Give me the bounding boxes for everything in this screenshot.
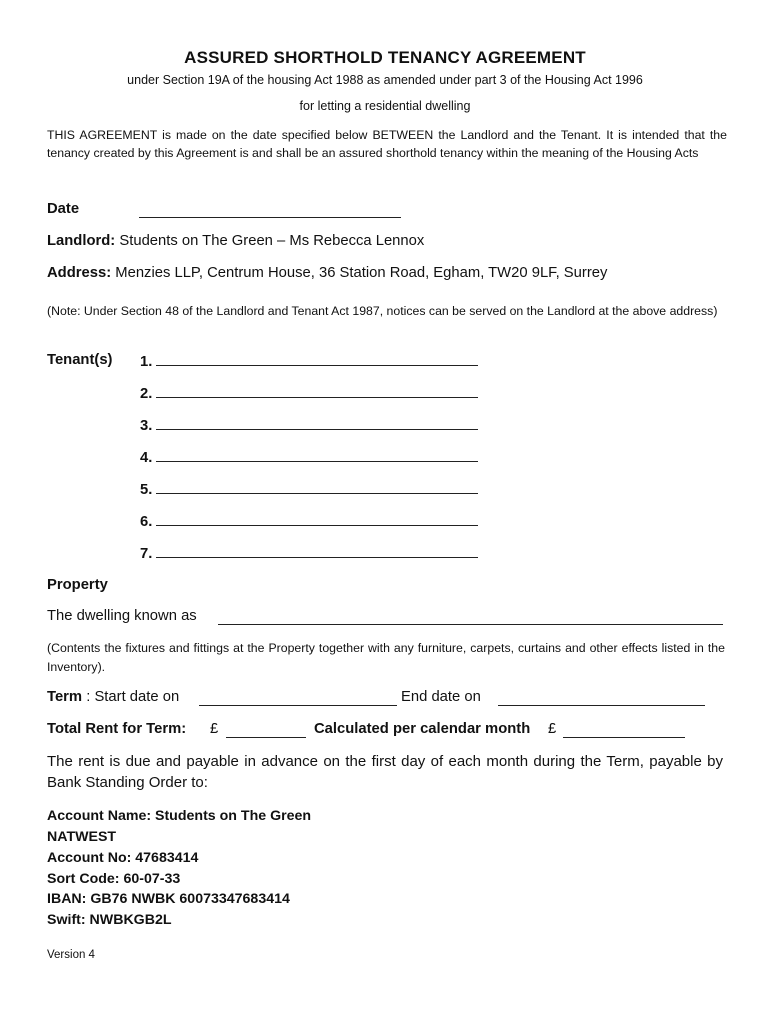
document-subtitle-purpose: for letting a residential dwelling (299, 99, 471, 113)
document-subtitle: under Section 19A of the housing Act 1988 as amended under part 3 of the Housing Act 1996 (127, 73, 643, 87)
total-rent-label: Total Rent for Term: (47, 721, 187, 737)
bank-account-name: Account Name: Students on The Green (47, 808, 312, 824)
tenant-row-3 (140, 416, 478, 434)
bank-swift: Swift: NWBKGB2L (47, 912, 172, 928)
term-label: Term (47, 689, 83, 705)
landlord-label: Landlord: (47, 233, 116, 249)
total-rent-currency: £ (210, 721, 219, 737)
bank-name: NATWEST (47, 829, 117, 845)
document-title: ASSURED SHORTHOLD TENANCY AGREEMENT (184, 48, 586, 67)
term-end-label: End date on (401, 689, 481, 705)
term-row (47, 689, 179, 705)
tenants-label: Tenant(s) (47, 352, 113, 368)
address-row (47, 265, 607, 281)
date-field[interactable] (139, 204, 401, 218)
tenant-row-4 (140, 448, 478, 466)
dwelling-label: The dwelling known as (47, 608, 197, 624)
end-date-field[interactable] (498, 692, 705, 706)
tenant-row-5 (140, 480, 478, 498)
tenant-2-field[interactable] (156, 384, 478, 398)
tenant-1-field[interactable] (156, 352, 478, 366)
monthly-rent-currency: £ (548, 721, 557, 737)
monthly-rent-label: Calculated per calendar month (314, 721, 531, 737)
dwelling-field[interactable] (218, 611, 723, 625)
tenant-row-7 (140, 544, 478, 562)
tenant-4-field[interactable] (156, 448, 478, 462)
tenant-number: 4. (140, 450, 153, 466)
tenant-3-field[interactable] (156, 416, 478, 430)
date-label: Date (47, 201, 80, 217)
landlord-row (47, 233, 424, 249)
tenant-number: 6. (140, 514, 153, 530)
total-rent-row (47, 721, 186, 737)
start-date-field[interactable] (199, 692, 397, 706)
property-contents-note: (Contents the fixtures and fittings at the Property together with any furniture, carpets, curtains and other effects listed in the Inventory). (47, 641, 725, 674)
tenant-row-2 (140, 384, 478, 402)
tenant-6-field[interactable] (156, 512, 478, 526)
tenant-number: 1. (140, 354, 153, 370)
address-label: Address: (47, 265, 112, 281)
term-start-label: : Start date on (86, 689, 180, 705)
version-footer: Version 4 (47, 949, 95, 961)
tenant-number: 2. (140, 386, 153, 402)
rent-payment-paragraph: The rent is due and payable in advance on the first day of each month during the Term, payable by Bank Standing Order to: (47, 753, 723, 791)
monthly-rent-field[interactable] (563, 724, 685, 738)
tenant-number: 7. (140, 546, 153, 562)
tenant-7-field[interactable] (156, 544, 478, 558)
property-heading: Property (47, 577, 108, 593)
intro-paragraph: THIS AGREEMENT is made on the date specified below BETWEEN the Landlord and the Tenant. It is intended that the tenancy created by this Agreement is and shall be an assured shorthold tenancy within the meaning of the Housing Acts (47, 128, 727, 160)
total-rent-field[interactable] (226, 724, 306, 738)
bank-account-no: Account No: 47683414 (47, 850, 199, 866)
bank-iban: IBAN: GB76 NWBK 60073347683414 (47, 891, 290, 907)
landlord-value: Students on The Green – Ms Rebecca Lennox (119, 233, 425, 249)
tenant-row-1 (140, 352, 478, 370)
tenant-row-6 (140, 512, 478, 530)
tenant-number: 5. (140, 482, 153, 498)
landlord-notice-note: (Note: Under Section 48 of the Landlord and Tenant Act 1987, notices can be served on the Landlord at the above address) (47, 304, 718, 318)
date-row (47, 201, 79, 217)
tenant-number: 3. (140, 418, 153, 434)
dwelling-row (47, 608, 197, 624)
tenant-5-field[interactable] (156, 480, 478, 494)
bank-sort-code: Sort Code: 60-07-33 (47, 871, 181, 887)
address-value: Menzies LLP, Centrum House, 36 Station Road, Egham, TW20 9LF, Surrey (115, 265, 608, 281)
